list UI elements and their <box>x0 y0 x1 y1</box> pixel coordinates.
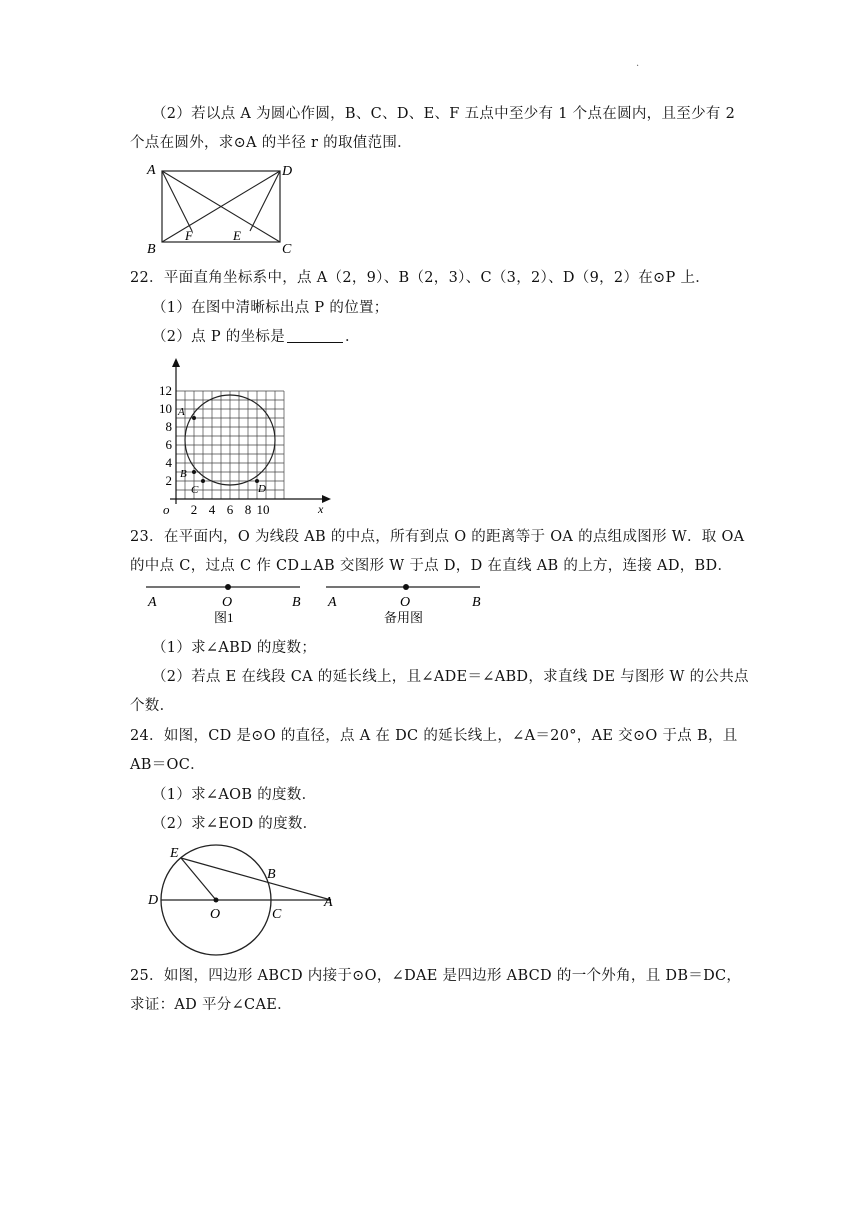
point-o <box>403 584 409 590</box>
q23-line2: 的中点 C，过点 C 作 CD⊥AB 交图形 W 于点 D，D 在直线 AB 的上方，连接 AD，BD． <box>130 558 733 574</box>
y-tick-2: 2 <box>165 473 172 488</box>
q23-part1: （1）求∠ABD 的度数； <box>152 640 317 656</box>
q22-part1: （1）在图中清晰标出点 P 的位置； <box>152 300 389 316</box>
label-b: B <box>267 867 276 882</box>
q24-line1: 24．如图，CD 是⊙O 的直径，点 A 在 DC 的延长线上，∠A＝20°，AE 交⊙O 于点 B，且 <box>130 728 738 744</box>
q23-line1: 23．在平面内，O 为线段 AB 的中点，所有到点 O 的距离等于 OA 的点组成图形 W．取 OA <box>130 529 745 545</box>
q25-line2: 求证：AD 平分∠CAE． <box>130 997 292 1013</box>
y-tick-10: 10 <box>159 401 172 416</box>
label-f: F <box>185 228 193 243</box>
point-d-label: D <box>258 483 266 495</box>
figure-segment-ab <box>144 580 304 630</box>
y-tick-6: 6 <box>165 437 172 452</box>
label-b: B <box>472 595 481 610</box>
q25-line1: 25．如图，四边形 ABCD 内接于⊙O，∠DAE 是四边形 ABCD 的一个外角，且 DB＝DC， <box>130 968 742 984</box>
figure-circle-o <box>146 838 340 954</box>
label-d: D <box>148 893 159 908</box>
x-tick-6: 6 <box>226 502 234 517</box>
point-a-label: A <box>178 406 185 418</box>
point-b <box>192 470 196 474</box>
q24-line2: AB＝OC． <box>130 757 205 773</box>
label-a: A <box>328 595 337 610</box>
header-mark: . <box>636 58 640 69</box>
grid-lines <box>176 391 284 499</box>
label-b: B <box>292 595 301 610</box>
y-axis-arrow <box>172 358 180 367</box>
label-e: E <box>170 846 179 861</box>
q22-stem: 22．平面直角坐标系中，点 A（2，9）、B（2，3）、C（3，2）、D（9，2）在⊙P 上． <box>130 270 711 286</box>
q22-part2-text: （2）点 P 的坐标是 <box>152 329 285 345</box>
y-tick-12: 12 <box>159 383 172 398</box>
answer-blank[interactable] <box>287 328 343 343</box>
q23-part2-line2: 个数． <box>130 698 175 714</box>
label-a: A <box>148 595 157 610</box>
q23-part2-line1: （2）若点 E 在线段 CA 的延长线上，且∠ADE＝∠ABD，求直线 DE 与图形 W 的公共点 <box>152 669 749 685</box>
figure-coordinate-grid <box>148 356 338 518</box>
x-tick-10: 10 <box>256 502 270 517</box>
figure-rectangle-abcd <box>140 160 310 256</box>
label-c: C <box>282 242 292 257</box>
q21-part2-line2: 个点在圆外，求⊙A 的半径 r 的取值范围． <box>130 135 412 151</box>
label-a: A <box>147 163 156 178</box>
point-a <box>192 416 196 420</box>
caption-figure1: 图1 <box>214 610 234 625</box>
q24-part2: （2）求∠EOD 的度数． <box>152 816 318 832</box>
x-axis-label: x <box>318 502 324 516</box>
label-o: O <box>222 595 233 610</box>
origin-label: o <box>163 502 170 517</box>
label-o: O <box>210 907 221 922</box>
x-axis-arrow <box>322 495 331 503</box>
q22-part2-end: ． <box>345 329 360 345</box>
x-tick-4: 4 <box>208 502 216 517</box>
center-o <box>214 898 219 903</box>
label-a: A <box>324 895 333 910</box>
x-tick-8: 8 <box>244 502 252 517</box>
point-b-label: B <box>180 468 187 480</box>
label-b: B <box>147 242 156 257</box>
q24-part1: （1）求∠AOB 的度数． <box>152 787 317 803</box>
label-o: O <box>400 595 411 610</box>
caption-spare-figure: 备用图 <box>384 610 424 625</box>
y-tick-4: 4 <box>165 455 172 470</box>
x-tick-2: 2 <box>190 502 198 517</box>
label-d: D <box>282 164 293 179</box>
q21-part2-line1: （2）若以点 A 为圆心作圆，B、C、D、E、F 五点中至少有 1 个点在圆内，且至少有 2 <box>152 106 736 122</box>
point-c-label: C <box>191 484 199 496</box>
q22-part2 <box>152 327 360 347</box>
point-c <box>201 479 205 483</box>
label-e: E <box>233 228 241 243</box>
point-o <box>225 584 231 590</box>
label-c: C <box>272 907 282 922</box>
figure-segment-ab-spare <box>324 580 484 630</box>
y-tick-8: 8 <box>165 419 172 434</box>
